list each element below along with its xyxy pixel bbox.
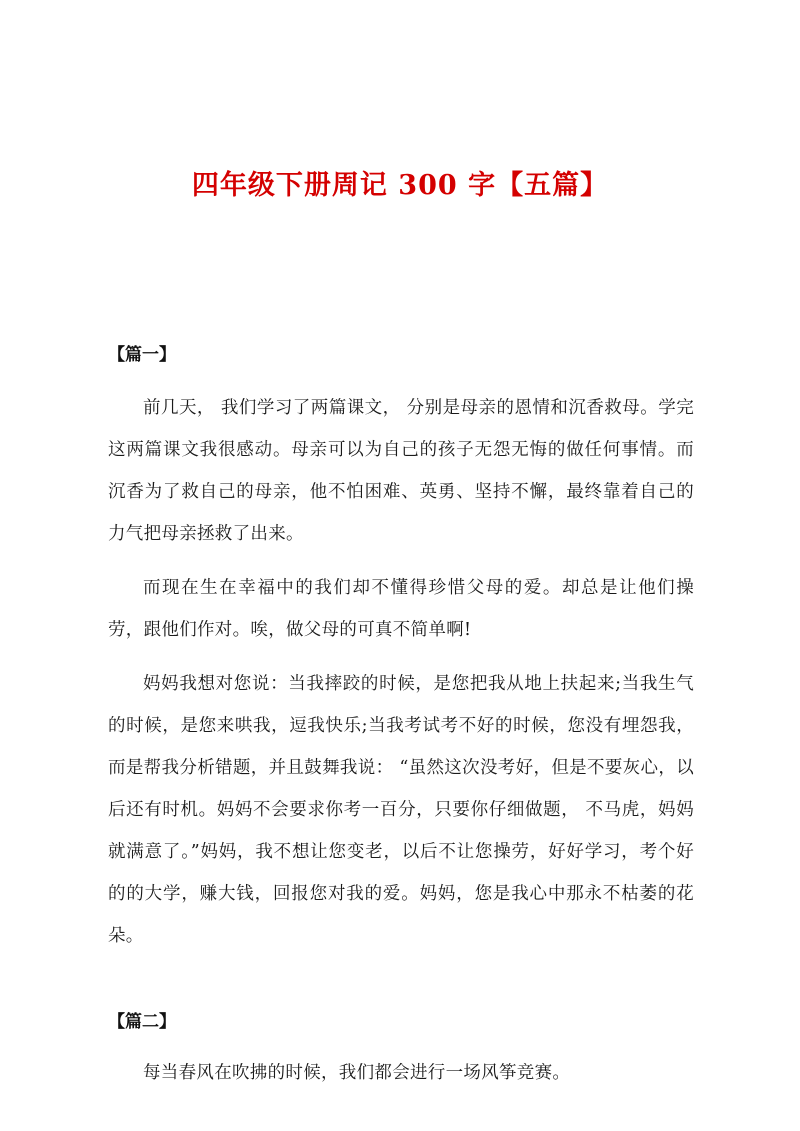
document-title: 四年级下册周记 300 字【五篇】 [191,170,609,201]
paragraph-1-3: 妈妈我想对您说：当我摔跤的时候，是您把我从地上扶起来;当我生气的时候，是您来哄我，逗我快乐;当我考试考不好的时候，您没有埋怨我，而是帮我分析错题，并且鼓舞我说： “虽然这次没考好，但是不要灰心，以后还有时机。妈妈不会要求你考一百分，只要你仔细做题， 不马虎，妈妈就满意了。”妈妈，我不想让您变老，以后不让您操劳，好好学习，考个好的的大学，赚大钱，回报您对我的爱。妈妈，您是我心中那永不枯萎的花朵。 [108,674,694,946]
paragraph-1-2: 而现在生在幸福中的我们却不懂得珍惜父母的爱。却总是让他们操劳，跟他们作对。唉，做父母的可真不简单啊! [108,578,694,640]
paragraph-2-1: 每当春风在吹拂的时候，我们都会进行一场风筝竞赛。 [143,1063,571,1083]
section-heading-1: 【篇一】 [108,345,176,365]
paragraph-1-1: 前几天， 我们学习了两篇课文， 分别是母亲的恩情和沉香救母。学完这两篇课文我很感动。母亲可以为自己的孩子无怨无悔的做任何事情。而沉香为了救自己的母亲，他不怕困难、英勇、坚持不懈，最终靠着自己的力气把母亲拯救了出来。 [108,398,694,544]
section-heading-2: 【篇二】 [108,1012,176,1032]
